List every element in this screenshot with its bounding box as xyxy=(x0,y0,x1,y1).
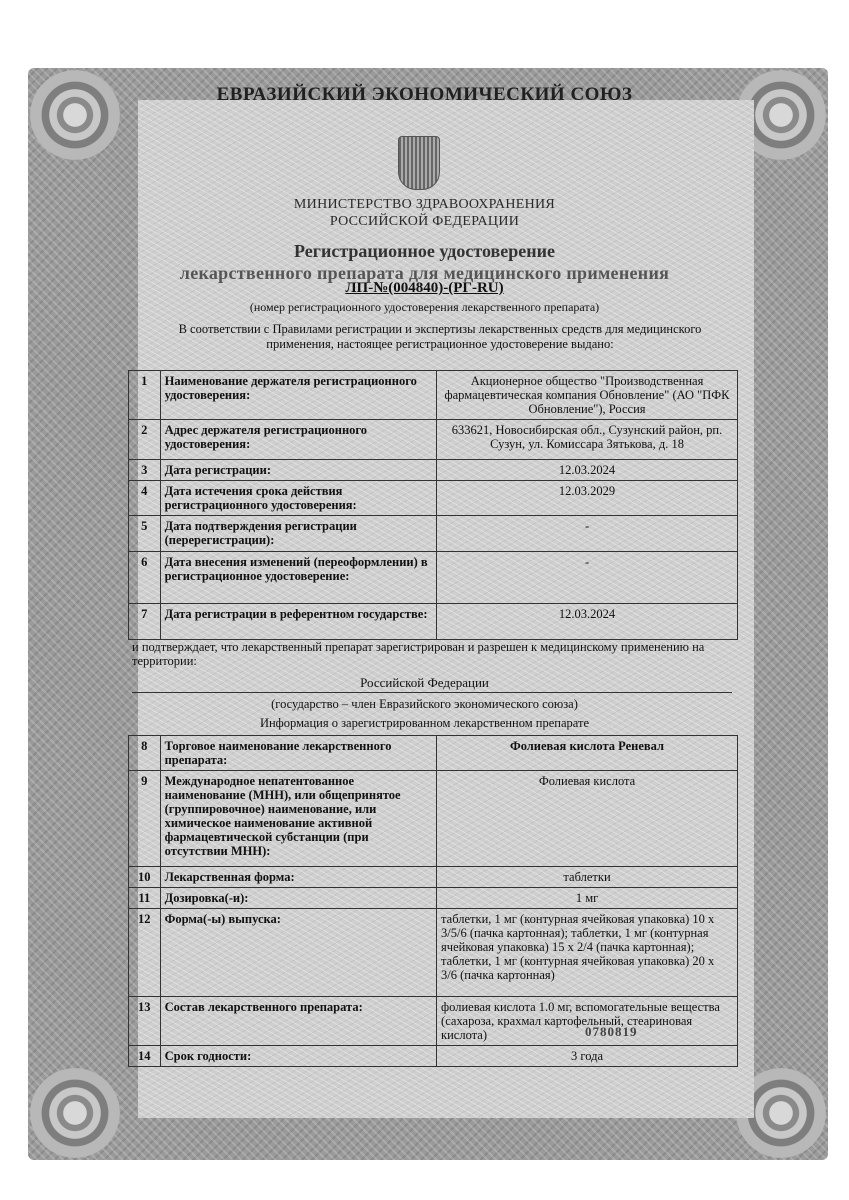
row-number: 10 xyxy=(129,867,161,888)
territory-name: Российской Федерации xyxy=(360,675,489,690)
table-row xyxy=(129,909,738,997)
table-row xyxy=(129,1046,738,1067)
row-label: Дата регистрации в референтном государстве: xyxy=(160,604,436,640)
territory-caption: (государство – член Евразийского экономического союза) xyxy=(271,697,578,711)
row-label: Дата внесения изменений (переоформлении) в регистрационное удостоверение: xyxy=(160,552,436,604)
row-label: Торговое наименование лекарственного препарата: xyxy=(160,736,436,771)
row-value: 1 мг xyxy=(437,888,738,909)
row-number: 4 xyxy=(129,481,161,516)
row-label: Дата истечения срока действия регистрационного удостоверения: xyxy=(160,481,436,516)
row-value: 3 года xyxy=(437,1046,738,1067)
intro-text: В соответствии с Правилами регистрации и экспертизы лекарственных средств для медицинского применения, настоящее регистрационное удостоверение выдано: xyxy=(178,322,702,351)
coat-of-arms-icon xyxy=(398,136,440,190)
row-value: - xyxy=(437,516,738,552)
row-label: Дата подтверждения регистрации (перерегистрации): xyxy=(160,516,436,552)
row-label: Адрес держателя регистрационного удостоверения: xyxy=(160,420,436,460)
row-value: Фолиевая кислота xyxy=(437,771,738,867)
table-row xyxy=(129,460,738,481)
row-number: 6 xyxy=(129,552,161,604)
registration-number-caption: (номер регистрационного удостоверения лекарственного препарата) xyxy=(249,300,600,314)
row-value: Фолиевая кислота Реневал xyxy=(437,736,738,771)
confirmation-text: и подтверждает, что лекарственный препарат зарегистрирован и разрешен к медицинскому применению на территории: xyxy=(132,640,705,668)
table-row xyxy=(129,516,738,552)
row-number: 11 xyxy=(129,888,161,909)
holder-info-table xyxy=(128,370,738,640)
row-label: Состав лекарственного препарата: xyxy=(160,997,436,1046)
row-label: Лекарственная форма: xyxy=(160,867,436,888)
corner-rosette-bottom-left xyxy=(30,1068,120,1158)
union-title: ЕВРАЗИЙСКИЙ ЭКОНОМИЧЕСКИЙ СОЮЗ xyxy=(216,84,633,105)
table-row xyxy=(129,604,738,640)
row-value: Акционерное общество "Производственная фармацевтическая компания Обновление" (АО "ПФК Обновление"), Россия xyxy=(437,371,738,420)
row-label: Международное непатентованное наименование (МНН), или общепринятое (группировочное) наименование, или химическое наименование активной фармацевтической субстанции (при отсутствии МНН): xyxy=(160,771,436,867)
ministry-line-2: РОССИЙСКОЙ ФЕДЕРАЦИИ xyxy=(329,214,520,229)
row-value: 12.03.2024 xyxy=(437,604,738,640)
row-value: 12.03.2024 xyxy=(437,460,738,481)
row-number: 2 xyxy=(129,420,161,460)
document-title: Регистрационное удостоверение xyxy=(294,241,555,261)
row-value: таблетки, 1 мг (контурная ячейковая упаковка) 10 x 3/5/6 (пачка картонная); таблетки, 1 мг (контурная ячейковая упаковка) 15 x 2/4 (пачка картонная); таблетки, 1 мг (контурная ячейковая упаковка) 20 x 3/6 (пачка картонная) xyxy=(437,909,738,997)
row-value: 12.03.2029 xyxy=(437,481,738,516)
product-info-heading: Информация о зарегистрированном лекарственном препарате xyxy=(259,716,590,730)
row-number: 8 xyxy=(129,736,161,771)
product-info-table xyxy=(128,735,738,1067)
row-label: Дозировка(-и): xyxy=(160,888,436,909)
table-row xyxy=(129,771,738,867)
row-value: 633621, Новосибирская обл., Сузунский район, рп. Сузун, ул. Комиссара Зятькова, д. 18 xyxy=(437,420,738,460)
ministry-name xyxy=(0,196,849,230)
ministry-line-1: МИНИСТЕРСТВО ЗДРАВООХРАНЕНИЯ xyxy=(293,197,556,212)
row-value: - xyxy=(437,552,738,604)
registration-number: ЛП-№(004840)-(РГ-RU) xyxy=(345,280,504,296)
serial-number: 0780819 xyxy=(585,1024,638,1039)
table-row xyxy=(129,888,738,909)
row-number: 3 xyxy=(129,460,161,481)
row-number: 5 xyxy=(129,516,161,552)
territory-underline xyxy=(132,692,732,693)
row-number: 14 xyxy=(129,1046,161,1067)
table-row xyxy=(129,552,738,604)
row-label: Дата регистрации: xyxy=(160,460,436,481)
table-row xyxy=(129,481,738,516)
row-label: Форма(-ы) выпуска: xyxy=(160,909,436,997)
document-subtitle: лекарственного препарата для медицинского применения xyxy=(179,263,670,283)
row-number: 7 xyxy=(129,604,161,640)
table-row xyxy=(129,420,738,460)
table-row xyxy=(129,736,738,771)
row-value: фолиевая кислота 1.0 мг, вспомогательные вещества (сахароза, крахмал картофельный, стеариновая кислота) xyxy=(437,997,738,1046)
row-label: Наименование держателя регистрационного удостоверения: xyxy=(160,371,436,420)
row-number: 12 xyxy=(129,909,161,997)
row-number: 1 xyxy=(129,371,161,420)
row-number: 9 xyxy=(129,771,161,867)
row-number: 13 xyxy=(129,997,161,1046)
row-value: таблетки xyxy=(437,867,738,888)
table-row xyxy=(129,371,738,420)
table-row xyxy=(129,867,738,888)
row-label: Срок годности: xyxy=(160,1046,436,1067)
table-row xyxy=(129,997,738,1046)
